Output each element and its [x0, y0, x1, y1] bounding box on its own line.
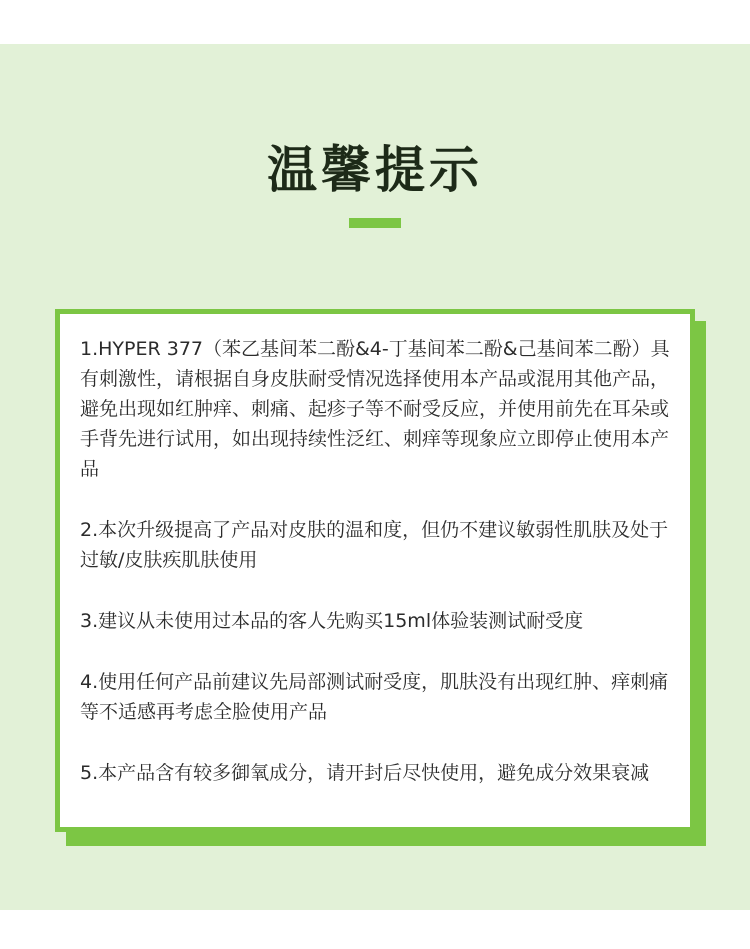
- notice-item-3: 3.建议从未使用过本品的客人先购买15ml体验装测试耐受度: [80, 610, 584, 632]
- notice-item-4: 4.使用任何产品前建议先局部测试耐受度，肌肤没有出现红肿、痒刺痛等不适感再考虑全脸使用产品: [80, 671, 669, 723]
- title-underline-bar: [349, 218, 401, 228]
- top-white-strip: [0, 0, 750, 44]
- bottom-white-strip: [0, 910, 750, 949]
- notice-item-2: 2.本次升级提高了产品对皮肤的温和度，但仍不建议敏弱性肌肤及处于过敏/皮肤疾肌肤使用: [80, 519, 669, 571]
- notice-item-1: 1.HYPER 377（苯乙基间苯二酚&4-丁基间苯二酚&己基间苯二酚）具有刺激性，请根据自身皮肤耐受情况选择使用本产品或混用其他产品，避免出现如红肿痒、刺痛、起疹子等不耐受反应，并使用前先在耳朵或手背先进行试用，如出现持续性泛红、刺痒等现象应立即停止使用本产品: [80, 338, 670, 480]
- notice-card: [55, 309, 695, 832]
- page-title: 温馨提示: [267, 141, 483, 199]
- notice-list: [80, 334, 678, 819]
- notice-item-5: 5.本产品含有较多御氧成分，请开封后尽快使用，避免成分效果衰减: [80, 762, 650, 784]
